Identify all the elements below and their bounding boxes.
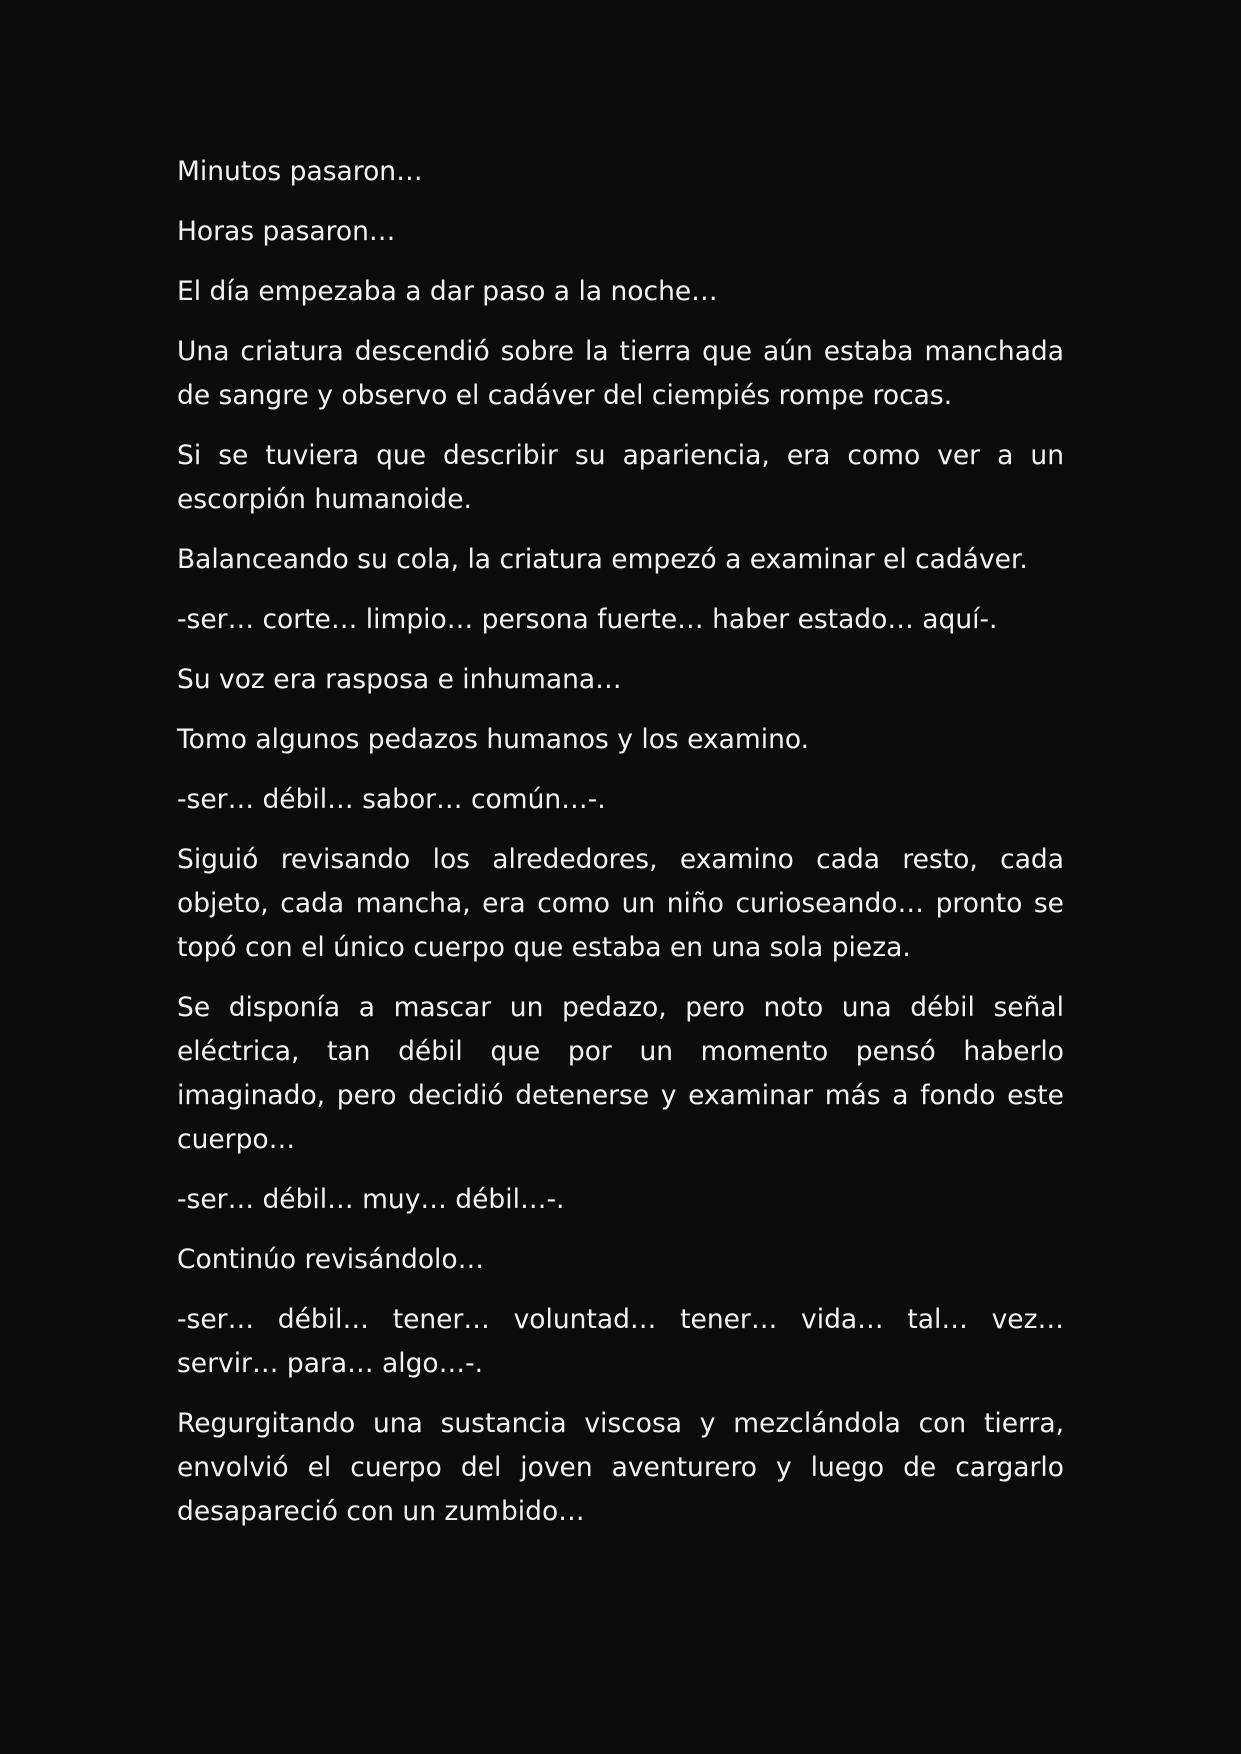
document-page: [177, 150, 1064, 1550]
paragraph: -ser… débil… sabor… común…-.: [177, 784, 606, 815]
paragraph: Siguió revisando los alrededores, examino cada resto, cada objeto, cada mancha, era como un niño curioseando… pronto se topó con el único cuerpo que estaba en una sola pieza.: [177, 844, 1064, 963]
paragraph: Regurgitando una sustancia viscosa y mezclándola con tierra, envolvió el cuerpo del joven aventurero y luego de cargarlo desapareció con un zumbido…: [177, 1408, 1064, 1527]
paragraph: Tomo algunos pedazos humanos y los examino.: [177, 724, 810, 755]
paragraph: -ser… débil… tener… voluntad… tener… vida… tal… vez… servir… para… algo…-.: [177, 1304, 1064, 1379]
paragraph: Una criatura descendió sobre la tierra que aún estaba manchada de sangre y observo el cadáver del ciempiés rompe rocas.: [177, 336, 1064, 411]
paragraph: Balanceando su cola, la criatura empezó a examinar el cadáver.: [177, 544, 1028, 575]
paragraph: Horas pasaron…: [177, 216, 396, 247]
paragraph: Si se tuviera que describir su apariencia, era como ver a un escorpión humanoide.: [177, 440, 1064, 515]
paragraph: Se disponía a mascar un pedazo, pero noto una débil señal eléctrica, tan débil que por un momento pensó haberlo imaginado, pero decidió detenerse y examinar más a fondo este cuerpo…: [177, 992, 1064, 1155]
paragraph: -ser… débil… muy… débil…-.: [177, 1184, 565, 1215]
paragraph: Su voz era rasposa e inhumana…: [177, 664, 622, 695]
paragraph: Minutos pasaron…: [177, 156, 423, 187]
paragraph: El día empezaba a dar paso a la noche…: [177, 276, 718, 307]
paragraph: Continúo revisándolo…: [177, 1244, 485, 1275]
paragraph: -ser… corte… limpio… persona fuerte… haber estado… aquí-.: [177, 604, 998, 635]
